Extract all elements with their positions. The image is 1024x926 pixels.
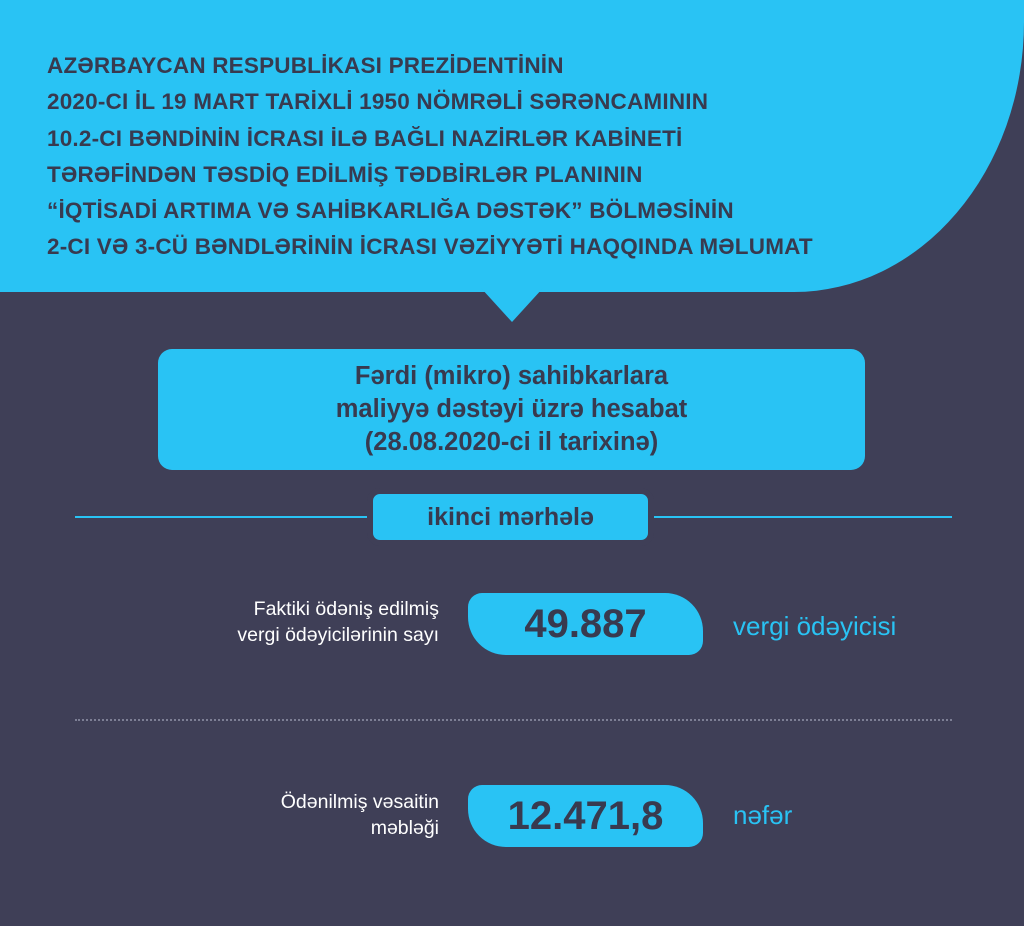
stat-label-line: Ödənilmiş vəsaitin [280,791,439,813]
headline-line: TƏRƏFİNDƏN TƏSDİQ EDİLMİŞ TƏDBİRLƏR PLANININ [47,161,643,187]
report-title-line: maliyyə dəstəyi üzrə hesabat [335,395,688,423]
stat-label-line: vergi ödəyicilərinin sayı [237,624,439,646]
stat-label-taxpayers [237,596,439,648]
stat-unit-taxpayers: vergi ödəyicisi [733,611,897,641]
stage-badge: ikinci mərhələ [367,488,654,546]
report-date-line: (28.08.2020-ci il tarixinə) [364,428,659,456]
stat-value-amount: 12.471,8 [468,785,703,847]
headline-line: 2020-CI İL 19 MART TARİXLİ 1950 NÖMRƏLİ SƏRƏNCAMININ [47,89,709,115]
banner-pointer [481,288,543,322]
stat-label-amount [281,789,439,841]
stat-label-line: məbləği [370,817,439,839]
headline-line: 10.2-CI BƏNDİNİN İCRASI İLƏ BAĞLI NAZİRLƏR KABİNETİ [47,125,683,151]
headline-line: AZƏRBAYCAN RESPUBLİKASI PREZİDENTİNİN [47,53,564,78]
section-separator [75,719,952,721]
stat-unit-amount: nəfər [733,800,793,830]
report-title-box [158,349,865,470]
headline-line: 2-CI VƏ 3-CÜ BƏNDLƏRİNİN İCRASI VƏZİYYƏTİ HAQQINDA MƏLUMAT [47,234,813,260]
report-title-line: Fərdi (mikro) sahibkarlara [354,362,669,390]
stat-label-line: Faktiki ödəniş edilmiş [253,598,439,620]
stat-value-taxpayers: 49.887 [468,593,703,655]
headline-line: “İQTİSADİ ARTIMA VƏ SAHİBKARLIĞA DƏSTƏK” BÖLMƏSİNİN [47,198,734,224]
headline [47,48,947,266]
